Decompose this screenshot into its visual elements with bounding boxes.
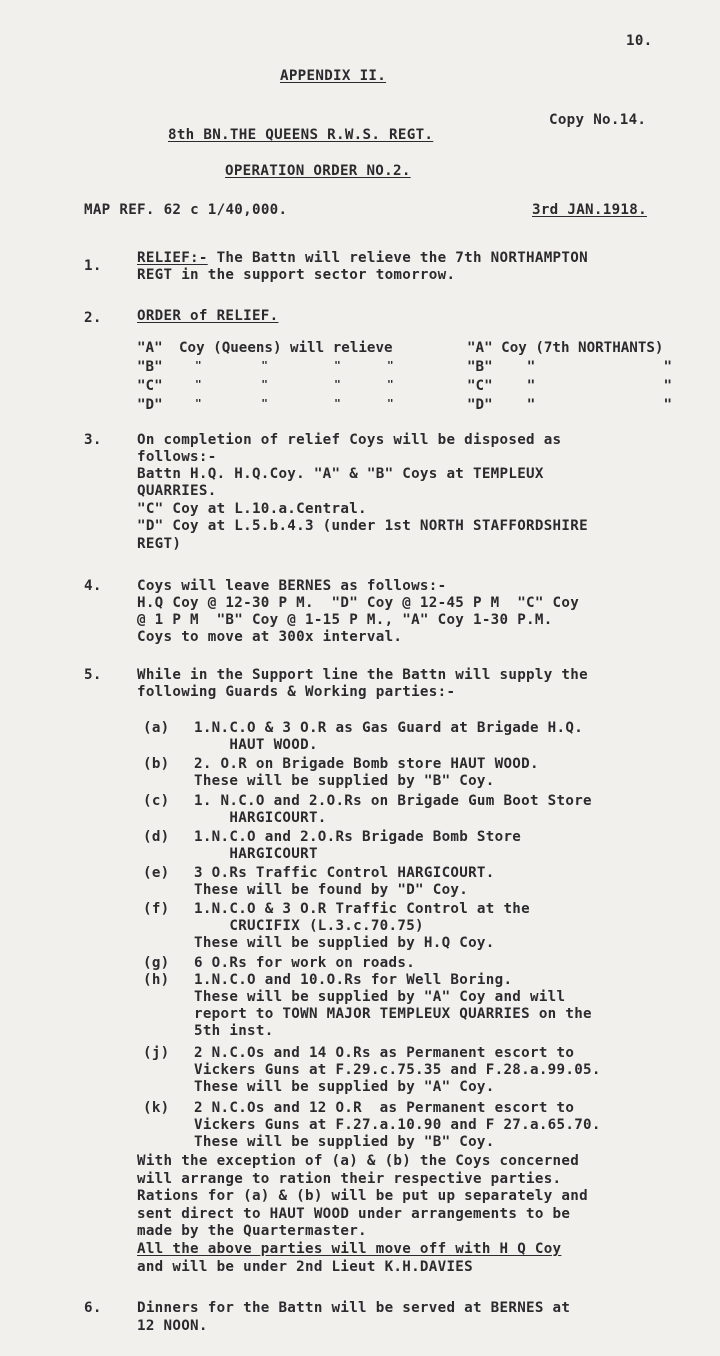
item-line: report to TOWN MAJOR TEMPLEUX QUARRIES on the <box>194 1006 592 1022</box>
item-label: (g) <box>143 955 170 971</box>
relief-line: REGT in the support sector tomorrow. <box>137 267 456 283</box>
closing-line: With the exception of (a) & (b) the Coys concerned <box>137 1153 580 1169</box>
relief-cell: "C" " " <box>467 378 672 394</box>
para-number: 5. <box>84 667 102 683</box>
item-line: HARGICOURT. <box>194 810 327 826</box>
disposition-line: "D" Coy at L.5.b.4.3 (under 1st NORTH STAFFORDSHIRE <box>137 518 588 534</box>
item-line: Vickers Guns at F.27.a.10.90 and F 27.a.65.70. <box>194 1117 601 1133</box>
item-label: (d) <box>143 829 170 845</box>
order-title: OPERATION ORDER NO.2. <box>225 163 411 179</box>
disposition-line: On completion of relief Coys will be disposed as <box>137 432 562 448</box>
closing-line: and will be under 2nd Lieut K.H.DAVIES <box>137 1259 473 1275</box>
relief-cell: "D" " " <box>467 397 672 413</box>
relief-cell: " " " " <box>195 359 394 372</box>
order-date: 3rd JAN.1918. <box>532 202 647 218</box>
order-of-relief-heading: ORDER of RELIEF. <box>137 308 279 324</box>
closing-line: will arrange to ration their respective parties. <box>137 1171 562 1187</box>
item-line: 2 N.C.Os and 14 O.Rs as Permanent escort to <box>194 1045 575 1061</box>
item-line: CRUCIFIX (L.3.c.70.75) <box>194 918 424 934</box>
relief-cell: Coy (Queens) will relieve <box>179 340 393 356</box>
para-number: 3. <box>84 432 102 448</box>
item-line: 1.N.C.O and 2.O.Rs Brigade Bomb Store <box>194 829 522 845</box>
para-number: 2. <box>84 310 102 326</box>
item-label: (b) <box>143 756 170 772</box>
relief-cell: "A" <box>137 340 163 356</box>
item-line: These will be supplied by "A" Coy. <box>194 1079 495 1095</box>
item-label: (h) <box>143 972 170 988</box>
item-label: (f) <box>143 901 170 917</box>
item-label: (j) <box>143 1045 170 1061</box>
item-line: These will be supplied by H.Q Coy. <box>194 935 495 951</box>
closing-line: Rations for (a) & (b) will be put up separately and <box>137 1188 588 1204</box>
movement-line: Coys will leave BERNES as follows:- <box>137 578 447 594</box>
disposition-line: "C" Coy at L.10.a.Central. <box>137 501 367 517</box>
movement-line: Coys to move at 300x interval. <box>137 629 403 645</box>
relief-cell: "C" <box>137 378 163 394</box>
copy-number: Copy No.14. <box>549 112 647 128</box>
para-number: 6. <box>84 1300 102 1316</box>
relief-cell: "D" <box>137 397 163 413</box>
closing-line: made by the Quartermaster. <box>137 1223 367 1239</box>
relief-cell: " " " " <box>195 397 394 410</box>
page-number: 10. <box>626 33 653 49</box>
item-line: These will be supplied by "A" Coy and will <box>194 989 566 1005</box>
item-line: 2. O.R on Brigade Bomb store HAUT WOOD. <box>194 756 539 772</box>
disposition-line: QUARRIES. <box>137 483 217 499</box>
map-reference: MAP REF. 62 c 1/40,000. <box>84 202 288 218</box>
item-label: (e) <box>143 865 170 881</box>
closing-line: sent direct to HAUT WOOD under arrangements to be <box>137 1206 571 1222</box>
item-line: 1.N.C.O and 10.O.Rs for Well Boring. <box>194 972 513 988</box>
disposition-line: REGT) <box>137 536 182 552</box>
item-line: These will be supplied by "B" Coy. <box>194 773 495 789</box>
movement-line: @ 1 P M "B" Coy @ 1-15 P M., "A" Coy 1-30 P.M. <box>137 612 553 628</box>
item-line: Vickers Guns at F.29.c.75.35 and F.28.a.99.05. <box>194 1062 601 1078</box>
guards-intro-line: following Guards & Working parties:- <box>137 684 456 700</box>
relief-cell: "B" " " <box>467 359 672 375</box>
relief-cell: "A" Coy (7th NORTHANTS) <box>467 340 664 356</box>
relief-heading: RELIEF:- <box>137 250 208 266</box>
dinners-line: 12 NOON. <box>137 1318 208 1334</box>
item-label: (c) <box>143 793 170 809</box>
disposition-line: Battn H.Q. H.Q.Coy. "A" & "B" Coys at TEMPLEUX <box>137 466 544 482</box>
item-line: 1.N.C.O & 3 O.R as Gas Guard at Brigade H.Q. <box>194 720 584 736</box>
relief-paragraph <box>137 250 588 284</box>
para-number: 4. <box>84 578 102 594</box>
dinners-line: Dinners for the Battn will be served at BERNES at <box>137 1300 571 1316</box>
item-label: (a) <box>143 720 170 736</box>
item-line: 1.N.C.O & 3 O.R Traffic Control at the <box>194 901 530 917</box>
underlined-instruction: All the above parties will move off with H Q Coy <box>137 1241 562 1257</box>
item-line: These will be supplied by "B" Coy. <box>194 1134 495 1150</box>
item-line: These will be found by "D" Coy. <box>194 882 469 898</box>
guards-intro-line: While in the Support line the Battn will supply the <box>137 667 588 683</box>
item-line: 3 O.Rs Traffic Control HARGICOURT. <box>194 865 495 881</box>
relief-line: The Battn will relieve the 7th NORTHAMPTON <box>207 250 588 266</box>
item-line: HARGICOURT <box>194 846 318 862</box>
item-line: 1. N.C.O and 2.O.Rs on Brigade Gum Boot Store <box>194 793 592 809</box>
item-line: 5th inst. <box>194 1023 274 1039</box>
item-label: (k) <box>143 1100 170 1116</box>
movement-line: H.Q Coy @ 12-30 P M. "D" Coy @ 12-45 P M "C" Coy <box>137 595 580 611</box>
disposition-line: follows:- <box>137 449 217 465</box>
appendix-title: APPENDIX II. <box>280 68 387 84</box>
relief-cell: "B" <box>137 359 163 375</box>
para-number: 1. <box>84 258 102 274</box>
relief-cell: " " " " <box>195 378 394 391</box>
item-line: HAUT WOOD. <box>194 737 318 753</box>
item-line: 6 O.Rs for work on roads. <box>194 955 416 971</box>
item-line: 2 N.C.Os and 12 O.R as Permanent escort to <box>194 1100 575 1116</box>
unit-title: 8th BN.THE QUEENS R.W.S. REGT. <box>168 127 434 143</box>
